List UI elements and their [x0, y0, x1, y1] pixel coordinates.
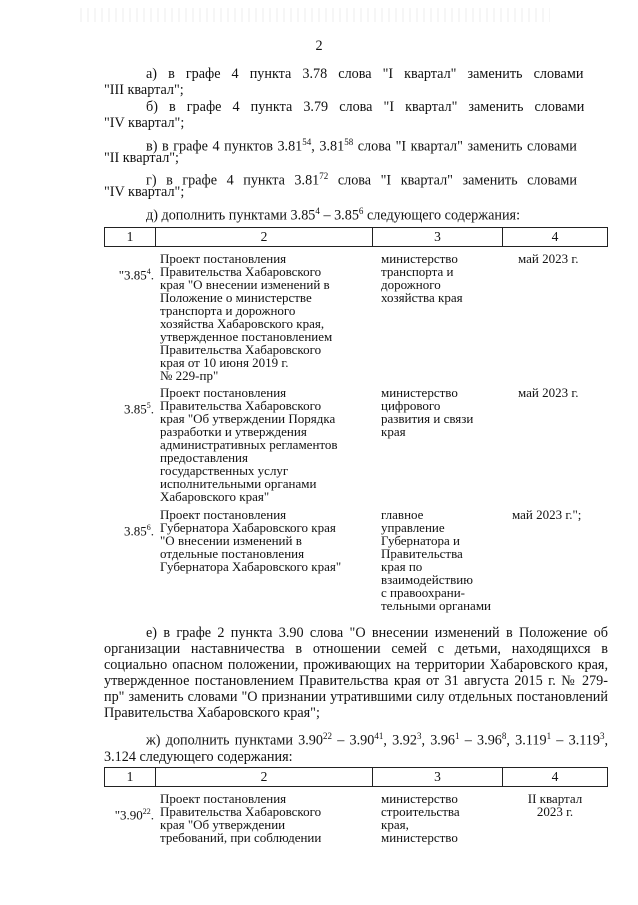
item-v-sup2: 58 [344, 137, 354, 147]
table1-row3-number [108, 508, 154, 537]
table1-header-1: 1 [126, 229, 134, 244]
paragraph-zh-s3: 3 [416, 731, 422, 741]
table2-vline-4 [607, 767, 608, 787]
table1-row1-number [108, 252, 154, 281]
paragraph-zh-t2: – 3.90 [331, 732, 375, 749]
table2-row1-number [100, 792, 154, 821]
paragraph-e: е) в графе 2 пункта 3.90 слова "О внесении изменений в Положение об организации наставничества в отношении семей с детьми, находящихся в социально опасном положении, проживающих на территории Хабаровского края, утвержденное постановлением Правительства края от 31 августа 2015 г. № 279-пр" заменить словами "О признании утратившими силу отдельных постановлений Правительства Хабаровского края"; [104, 625, 608, 721]
table2-header-bottom [104, 786, 608, 787]
table1-row2-date: май 2023 г. [518, 385, 579, 400]
table1-header-top [104, 227, 608, 228]
item-b-cont: "IV квартал"; [104, 115, 185, 131]
table1-row1-date: май 2023 г. [518, 251, 579, 266]
table2-header-top [104, 767, 608, 768]
table1-row2-number-text: 3.85 [124, 401, 147, 417]
item-d [146, 203, 520, 224]
paragraph-zh-t3: , 3.92 [383, 732, 417, 749]
item-g [146, 168, 577, 189]
item-a: а) в графе 4 пункта 3.78 слова "I квартал" заменить словами [146, 66, 584, 82]
table2-row1-org: министерство строительства края, министерство [381, 791, 460, 845]
table2-header-4: 4 [551, 769, 559, 784]
item-d-text1: д) дополнить пунктами 3.85 [146, 207, 316, 224]
table1-row1-number-dot: . [150, 267, 154, 283]
table1-row3-number-text: 3.85 [124, 523, 147, 539]
paragraph-zh-s5: 8 [501, 731, 507, 741]
paragraph-zh-s1: 22 [322, 731, 332, 741]
table1-header-bottom [104, 246, 608, 247]
table1-row2-org: министерство цифрового развития и связи края [381, 385, 474, 439]
table1-vline-4 [607, 227, 608, 247]
item-v-text3: слова "I квартал" заменить словами [353, 138, 577, 155]
paragraph-zh-s4: 1 [455, 731, 460, 741]
table2-row1-number-text: "3.90 [114, 807, 143, 823]
paragraph-zh-t7: – [551, 732, 564, 749]
table1-row1-org: министерство транспорта и дорожного хозяйства края [381, 251, 463, 305]
table2-header-2: 2 [260, 769, 268, 784]
table2-row1-number-dot: . [150, 807, 154, 823]
table1-row3-title: Проект постановления Губернатора Хабаровского края "О внесении изменений в отдельные постановления Губернатора Хабаровского края" [160, 507, 342, 574]
paragraph-zh [104, 728, 608, 765]
item-g-cont: "IV квартал"; [104, 184, 185, 200]
table1-header-2: 2 [260, 229, 268, 244]
paragraph-zh-t1: ж) дополнить пунктами 3.90 [146, 732, 323, 749]
paragraph-zh-s2: 41 [374, 731, 384, 741]
item-d-text2: – 3.85 [319, 207, 359, 224]
item-a-cont: "III квартал"; [104, 82, 184, 98]
table1-header-3: 3 [434, 229, 441, 244]
table2-row1-number-sup: 22 [142, 807, 151, 816]
item-g-text1: г) в графе 4 пункта 3.81 [146, 172, 320, 189]
paragraph-zh-t8: 3.119 [568, 732, 600, 749]
table1-row3-date: май 2023 г."; [512, 507, 582, 522]
item-d-sup1: 4 [315, 206, 320, 216]
item-d-text3: следующего содержания: [363, 207, 521, 224]
table1-row3-number-dot: . [150, 523, 154, 539]
table1-row2-number-dot: . [150, 401, 154, 417]
table1-row2-number [108, 386, 154, 415]
item-d-sup2: 6 [358, 206, 364, 216]
item-v-text1: в) в графе 4 пунктов 3.81 [146, 138, 303, 155]
item-v-sup1: 54 [302, 137, 312, 147]
table1-row2-title: Проект постановления Правительства Хабаровского края "Об утверждении Порядка разработки и утверждения административных регламентов предоставления государственных услуг исполнительными органами Хабаровского края" [160, 385, 338, 504]
item-v [146, 134, 577, 155]
paragraph-zh-s8: 3 [600, 731, 605, 741]
page-number: 2 [315, 38, 323, 54]
table1-row3-org: главное управление Губернатора и Правительства края по взаимодействию с правоохрани- тельными органами [381, 507, 492, 613]
table1-row1-number-text: "3.85 [118, 267, 147, 283]
table1-row1-number-sup: 4 [146, 267, 151, 276]
item-v-text2: , 3.81 [311, 138, 345, 155]
table1-row3-number-sup: 6 [146, 523, 151, 532]
item-b: б) в графе 4 пункта 3.79 слова "I квартал" заменить словами [146, 99, 585, 115]
paragraph-zh-t4: , 3.96 [421, 732, 456, 749]
table2-row1-title: Проект постановления Правительства Хабаровского края "Об утверждении требований, при соблюдении [160, 791, 322, 845]
paragraph-zh-s6: 1 [546, 731, 552, 741]
table2-header-1: 1 [126, 769, 134, 784]
paragraph-zh-t9: , 3.124 следующего содержания: [104, 732, 609, 765]
paragraph-zh-t5: – 3.96 [459, 732, 502, 749]
table1-header-4: 4 [551, 229, 559, 244]
paragraph-zh-t6: , 3.119 [506, 732, 547, 749]
item-g-sup: 72 [319, 171, 329, 181]
table1-row2-number-sup: 5 [146, 401, 151, 410]
table2-header-3: 3 [434, 769, 441, 784]
item-v-cont: "II квартал"; [104, 150, 180, 166]
table2-row1-date: II квартал 2023 г. [527, 791, 583, 819]
table1-row1-title: Проект постановления Правительства Хабаровского края "О внесении изменений в Положение о министерстве транспорта и дорожного хозяйства Хабаровского края, утвержденное постановлением Правительства Хабаровского края от 10 июня 2019 г. № 229-пр" [160, 251, 333, 383]
scan-noise [80, 8, 550, 22]
item-g-text2: слова "I квартал" заменить словами [328, 172, 577, 189]
